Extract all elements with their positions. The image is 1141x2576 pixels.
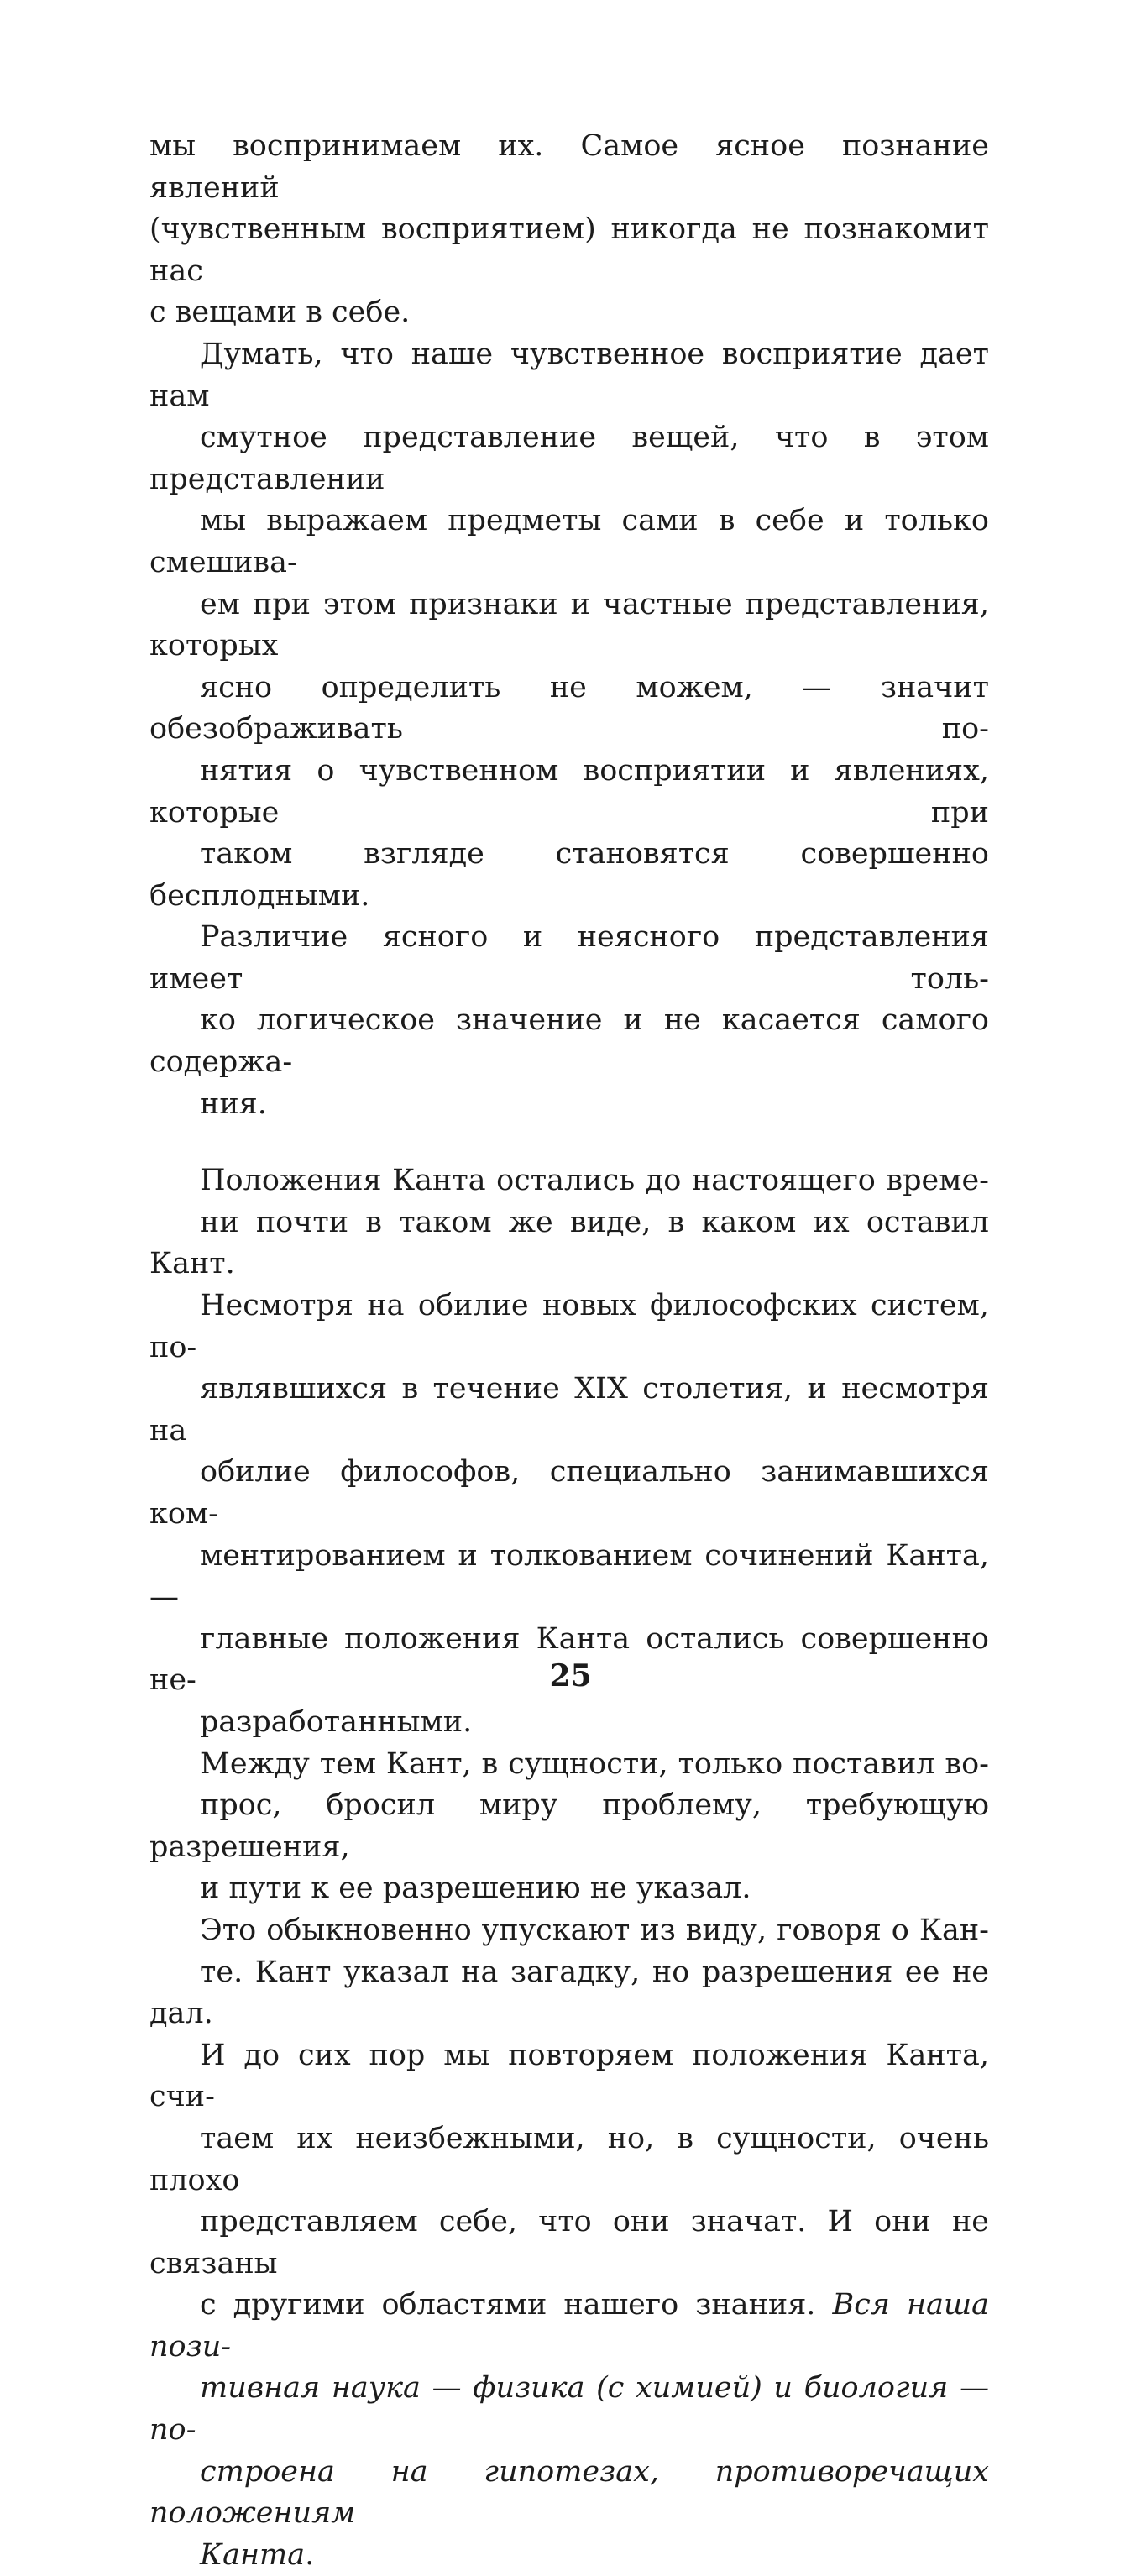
text-line: представляем себе, что они значат. И они не связаны xyxy=(149,2205,989,2280)
text-line: ко логическое значение и не касается самого содержа- xyxy=(149,1003,989,1080)
italic-fragment: тивная наука — физика (с химией) и биология — по- xyxy=(149,2371,989,2448)
paragraph-4 xyxy=(149,1160,989,1743)
text-fragment: с другими областями нашего знания. xyxy=(200,2288,833,2322)
paragraph-1 xyxy=(149,126,989,334)
text-line: являвшихся в течение XIX столетия, и несмотря на xyxy=(149,1372,989,1448)
paragraph-6 xyxy=(149,1910,989,2035)
text-line: таком взгляде становятся совершенно бесплодными. xyxy=(149,837,989,913)
paragraph-7 xyxy=(149,2035,989,2576)
text-line: ясно определить не можем, — значит обезображивать по- xyxy=(149,670,989,746)
text-line: прос, бросил миру проблему, требующую разрешения, xyxy=(149,1788,989,1864)
page-number: 25 xyxy=(549,1658,592,1694)
text-fragment: . xyxy=(305,2537,315,2572)
text-line: смутное представление вещей, что в этом представлении xyxy=(149,421,989,496)
paragraph-5 xyxy=(149,1744,989,1910)
text-line: нятия о чувственном восприятии и явлениях, которые при xyxy=(149,753,989,830)
text-line: Различие ясного и неясного представления имеет толь- xyxy=(149,920,989,996)
italic-fragment: Вся наша пози- xyxy=(149,2288,989,2364)
text-line: с вещами в себе. xyxy=(149,296,411,330)
text-line: ментированием и толкованием сочинений Канта, — xyxy=(149,1538,989,1615)
text-line: мы выражаем предметы сами в себе и только смешива- xyxy=(149,504,989,579)
text-line: разработанными. xyxy=(200,1704,473,1739)
italic-fragment: строена на гипотезах, противоречащих положениям xyxy=(149,2454,989,2531)
text-line xyxy=(149,2368,989,2451)
text-line: и пути к ее разрешению не указал. xyxy=(200,1872,751,1906)
text-line: мы воспринимаем их. Самое ясное познание явлений xyxy=(149,129,989,205)
text-line: обилие философов, специально занимавшихся ком- xyxy=(149,1455,989,1531)
text-line: (чувственным восприятием) никогда не познакомит нас xyxy=(149,212,989,288)
page-body xyxy=(149,126,989,2576)
text-line: главные положения Канта остались совершенно не- xyxy=(149,1621,989,1698)
text-line: Между тем Кант, в сущности, только поставил во- xyxy=(200,1746,989,1781)
text-line: ни почти в таком же виде, в каком их оставил Кант. xyxy=(149,1205,989,1281)
text-line: таем их неизбежными, но, в сущности, очень плохо xyxy=(149,2121,989,2197)
paragraph-2 xyxy=(149,334,989,917)
text-line xyxy=(149,2285,989,2368)
text-line: ния. xyxy=(200,1086,267,1121)
text-line: И до сих пор мы повторяем положения Канта, счи- xyxy=(149,2038,989,2114)
text-line: Несмотря на обилие новых философских систем, по- xyxy=(149,1289,989,1364)
text-line: Положения Канта остались до настоящего време- xyxy=(200,1164,989,1198)
text-line xyxy=(149,2535,989,2576)
text-line: ем при этом признаки и частные представления, которых xyxy=(149,587,989,663)
paragraph-3 xyxy=(149,917,989,1125)
text-line: Это обыкновенно упускают из виду, говоря о Кан- xyxy=(200,1913,989,1947)
text-line: те. Кант указал на загадку, но разрешения ее не дал. xyxy=(149,1955,989,2031)
text-line: Думать, что наше чувственное восприятие дает нам xyxy=(149,337,989,413)
italic-fragment: Канта xyxy=(200,2537,306,2572)
text-line xyxy=(149,2452,989,2535)
